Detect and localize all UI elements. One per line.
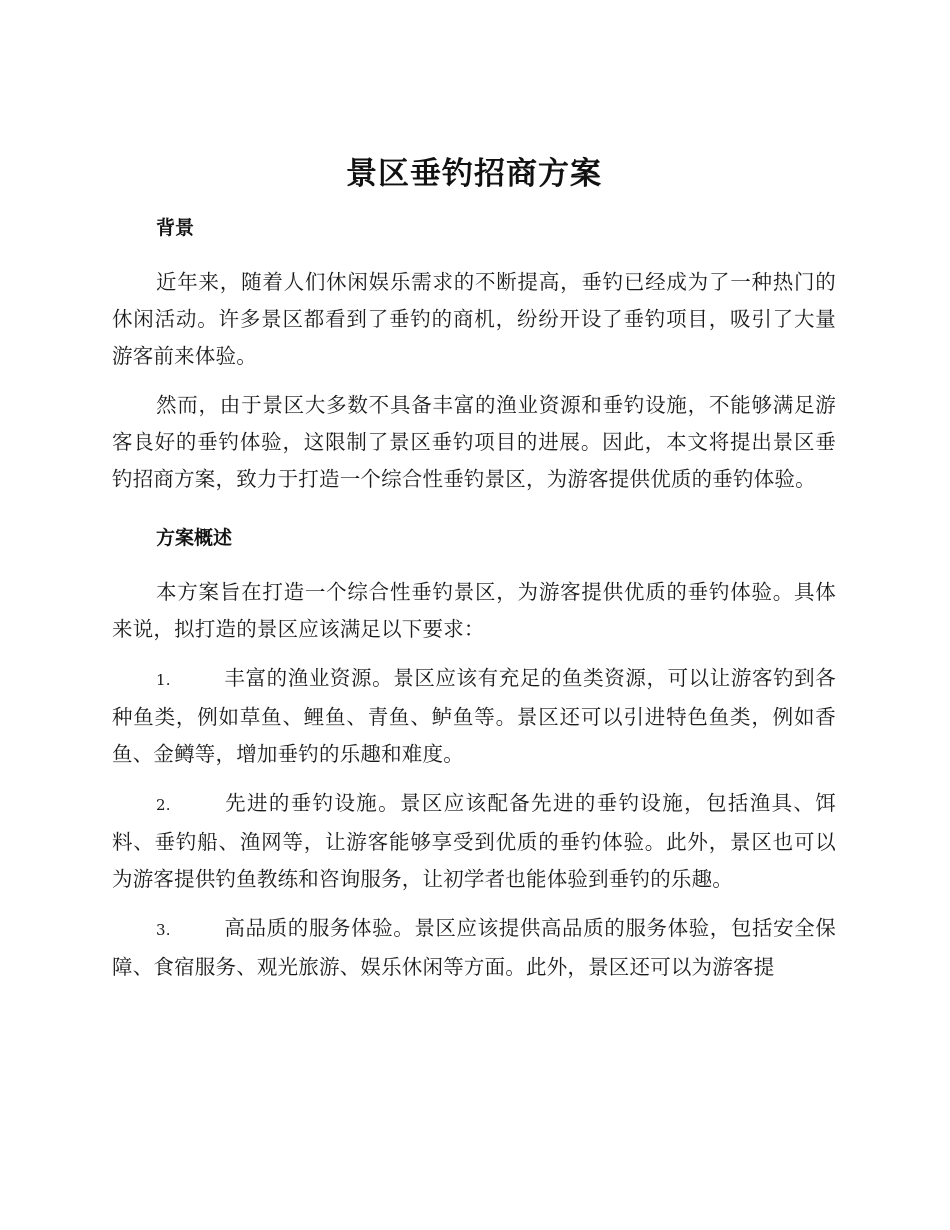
list-item	[112, 910, 836, 986]
background-paragraph-1: 近年来，随着人们休闲娱乐需求的不断提高，垂钓已经成为了一种热门的休闲活动。许多景区都看到了垂钓的商机，纷纷开设了垂钓项目，吸引了大量游客前来体验。	[112, 270, 836, 368]
list-item-number: 3.	[156, 921, 171, 939]
spacer	[112, 510, 836, 524]
list-item-text: 高品质的服务体验。景区应该提供高品质的服务体验，包括安全保障、食宿服务、观光旅游、娱乐休闲等方面。此外，景区还可以为游客提	[112, 916, 836, 979]
document-body	[112, 148, 836, 998]
section-heading-background: 背景	[156, 217, 195, 239]
list-item	[112, 660, 836, 773]
list-item-number: 1.	[156, 671, 171, 689]
overview-intro-paragraph: 本方案旨在打造一个综合性垂钓景区，为游客提供优质的垂钓体验。具体来说，拟打造的景区应该满足以下要求：	[112, 580, 836, 641]
section-heading-overview: 方案概述	[156, 527, 233, 549]
document-title: 景区垂钓招商方案	[346, 156, 602, 192]
background-paragraph-2: 然而，由于景区大多数不具备丰富的渔业资源和垂钓设施，不能够满足游客良好的垂钓体验，这限制了景区垂钓项目的进展。因此，本文将提出景区垂钓招商方案，致力于打造一个综合性垂钓景区，为游客提供优质的垂钓体验。	[112, 393, 836, 491]
list-item-number: 2.	[156, 796, 171, 814]
list-item-text: 先进的垂钓设施。景区应该配备先进的垂钓设施，包括渔具、饵料、垂钓船、渔网等，让游客能够享受到优质的垂钓体验。此外，景区也可以为游客提供钓鱼教练和咨询服务，让初学者也能体验到垂钓的乐趣。	[112, 791, 836, 891]
list-item	[112, 785, 836, 898]
list-item-text: 丰富的渔业资源。景区应该有充足的鱼类资源，可以让游客钓到各种鱼类，例如草鱼、鲤鱼、青鱼、鲈鱼等。景区还可以引进特色鱼类，例如香鱼、金鳟等，增加垂钓的乐趣和难度。	[112, 666, 836, 766]
